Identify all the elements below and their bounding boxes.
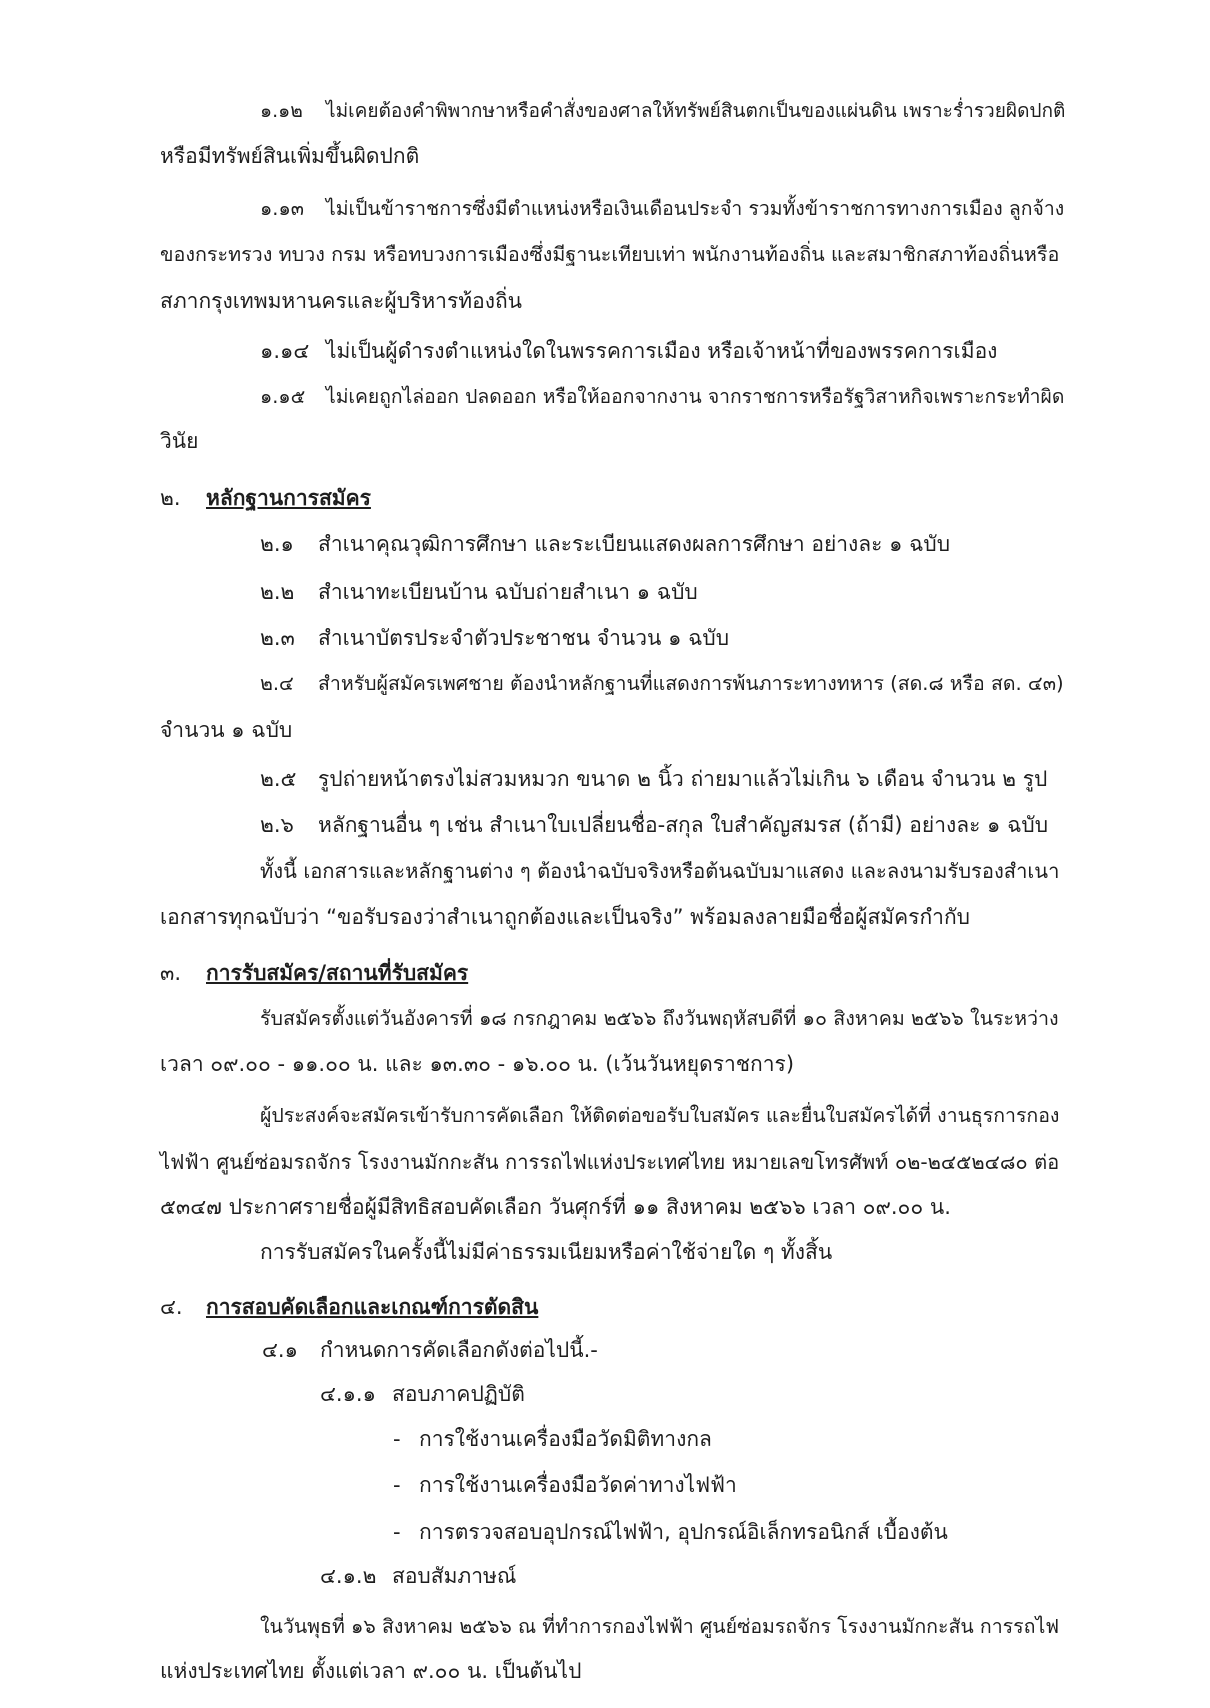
clause-number: ๑.๑๕ [260,385,306,408]
clause-1-12-cont: หรือมีทรัพย์สินเพิ่มขึ้นผิดปกติ [160,144,420,168]
interview-schedule-cont: แห่งประเทศไทย ตั้งแต่เวลา ๙.๐๐ น. เป็นต้นไป [160,1659,582,1683]
section-number: ๒. [160,486,181,510]
bullet-dash: - [393,1473,401,1497]
section-3-heading [160,958,468,988]
item-number: ๒.๓ [260,626,295,650]
item-4-1-2 [320,1561,516,1591]
clause-number: ๑.๑๓ [260,197,304,220]
item-number: ๒.๔ [260,672,294,695]
clause-1-15 [260,382,1064,412]
item-number: ๔.๑.๑ [320,1382,376,1406]
section-2-heading [160,483,371,513]
section-3-contact-cont: ไฟฟ้า ศูนย์ซ่อมรถจักร โรงงานมักกะสัน การรถไฟแห่งประเทศไทย หมายเลขโทรศัพท์ ๐๒-๒๔๕๒๔๘๐ ต่อ [160,1150,1060,1174]
item-text: สำหรับผู้สมัครเพศชาย ต้องนำหลักฐานที่แสดงการพ้นภาระทางทหาร (สด.๘ หรือ สด. ๔๓) [318,672,1064,695]
clause-text: ไม่เป็นผู้ดำรงตำแหน่งใดในพรรคการเมือง หรือเจ้าหน้าที่ของพรรคการเมือง [326,339,998,363]
clause-text: ไม่เคยต้องคำพิพากษาหรือคำสั่งของศาลให้ทรัพย์สินตกเป็นของแผ่นดิน เพราะร่ำรวยผิดปกติ [326,100,1066,122]
item-text: หลักฐานอื่น ๆ เช่น สำเนาใบเปลี่ยนชื่อ-สกุล ใบสำคัญสมรส (ถ้ามี) อย่างละ ๑ ฉบับ [318,813,1049,837]
clause-text: ไม่เป็นข้าราชการซึ่งมีตำแหน่งหรือเงินเดือนประจำ รวมทั้งข้าราชการทางการเมือง ลูกจ้าง [326,197,1065,220]
item-text: สอบสัมภาษณ์ [392,1564,517,1588]
clause-1-13-cont2: สภากรุงเทพมหานครและผู้บริหารท้องถิ่น [160,289,523,313]
item-number: ๔.๑ [262,1338,298,1362]
item-4-1 [262,1335,598,1365]
practical-test-item [393,1424,712,1454]
clause-1-13 [260,194,1064,224]
doc-item-2-4 [260,669,1064,699]
interview-schedule: ในวันพุธที่ ๑๖ สิงหาคม ๒๕๖๖ ณ ที่ทำการกองไฟฟ้า ศูนย์ซ่อมรถจักร โรงงานมักกะสัน การรถไฟ [260,1615,1060,1638]
section-number: ๓. [160,961,182,985]
item-number: ๒.๖ [260,813,294,837]
bullet-dash: - [393,1520,401,1544]
section-title: หลักฐานการสมัคร [206,486,371,510]
item-number: ๒.๒ [260,580,295,604]
bullet-dash: - [393,1427,401,1451]
section-4-heading [160,1292,538,1322]
item-text: สำเนาทะเบียนบ้าน ฉบับถ่ายสำเนา ๑ ฉบับ [318,580,698,604]
bullet-text: การใช้งานเครื่องมือวัดมิติทางกล [419,1427,712,1451]
section-title: การรับสมัคร/สถานที่รับสมัคร [206,961,469,985]
section-3-contact: ผู้ประสงค์จะสมัครเข้ารับการคัดเลือก ให้ติดต่อขอรับใบสมัคร และยื่นใบสมัครได้ที่ งานธุรการกอง [260,1104,1060,1127]
section-3-fee-note: การรับสมัครในครั้งนี้ไม่มีค่าธรรมเนียมหรือค่าใช้จ่ายใด ๆ ทั้งสิ้น [260,1240,833,1264]
item-text: กำหนดการคัดเลือกดังต่อไปนี้.- [320,1338,598,1362]
item-text: รูปถ่ายหน้าตรงไม่สวมหมวก ขนาด ๒ นิ้ว ถ่ายมาแล้วไม่เกิน ๖ เดือน จำนวน ๒ รูป [318,767,1048,791]
section-3-period: รับสมัครตั้งแต่วันอังคารที่ ๑๘ กรกฎาคม ๒๕๖๖ ถึงวันพฤหัสบดีที่ ๑๐ สิงหาคม ๒๕๖๖ ในระหว่าง [260,1007,1059,1030]
bullet-text: การตรวจสอบอุปกรณ์ไฟฟ้า, อุปกรณ์อิเล็กทรอนิกส์ เบื้องต้น [419,1520,948,1544]
clause-number: ๑.๑๔ [260,339,310,363]
doc-item-2-4-cont: จำนวน ๑ ฉบับ [160,718,293,742]
practical-test-item [393,1517,948,1547]
item-4-1-1 [320,1379,525,1409]
doc-item-2-5 [260,764,1047,794]
section-title: การสอบคัดเลือกและเกณฑ์การตัดสิน [206,1295,539,1319]
item-number: ๔.๑.๒ [320,1564,377,1588]
doc-item-2-2 [260,577,698,607]
doc-item-2-6 [260,810,1048,840]
item-text: สอบภาคปฏิบัติ [392,1382,525,1406]
section-2-note-cont: เอกสารทุกฉบับว่า “ขอรับรองว่าสำเนาถูกต้องและเป็นจริง” พร้อมลงลายมือชื่อผู้สมัครกำกับ [160,905,970,929]
section-3-hours: เวลา ๐๙.๐๐ - ๑๑.๐๐ น. และ ๑๓.๓๐ - ๑๖.๐๐ น. (เว้นวันหยุดราชการ) [160,1052,795,1076]
clause-1-15-cont: วินัย [160,429,199,453]
section-3-announcement: ๕๓๔๗ ประกาศรายชื่อผู้มีสิทธิสอบคัดเลือก วันศุกร์ที่ ๑๑ สิงหาคม ๒๕๖๖ เวลา ๐๙.๐๐ น. [160,1195,951,1219]
section-2-note: ทั้งนี้ เอกสารและหลักฐานต่าง ๆ ต้องนำฉบับจริงหรือต้นฉบับมาแสดง และลงนามรับรองสำเนา [260,859,1060,883]
clause-1-14 [260,336,997,366]
clause-number: ๑.๑๒ [260,100,303,122]
clause-1-13-cont: ของกระทรวง ทบวง กรม หรือทบวงการเมืองซึ่งมีฐานะเทียบเท่า พนักงานท้องถิ่น และสมาชิกสภาท้องถิ่นหรือ [160,243,1060,266]
item-text: สำเนาบัตรประจำตัวประชาชน จำนวน ๑ ฉบับ [318,626,730,650]
item-number: ๒.๕ [260,767,297,791]
doc-item-2-1 [260,529,950,559]
doc-item-2-3 [260,623,729,653]
practical-test-item [393,1470,737,1500]
section-number: ๔. [160,1295,183,1319]
bullet-text: การใช้งานเครื่องมือวัดค่าทางไฟฟ้า [419,1473,737,1497]
clause-text: ไม่เคยถูกไล่ออก ปลดออก หรือให้ออกจากงาน จากราชการหรือรัฐวิสาหกิจเพราะกระทำผิด [326,385,1065,408]
item-text: สำเนาคุณวุฒิการศึกษา และระเบียนแสดงผลการศึกษา อย่างละ ๑ ฉบับ [318,532,951,556]
item-number: ๒.๑ [260,532,294,556]
clause-1-12 [260,96,1065,126]
